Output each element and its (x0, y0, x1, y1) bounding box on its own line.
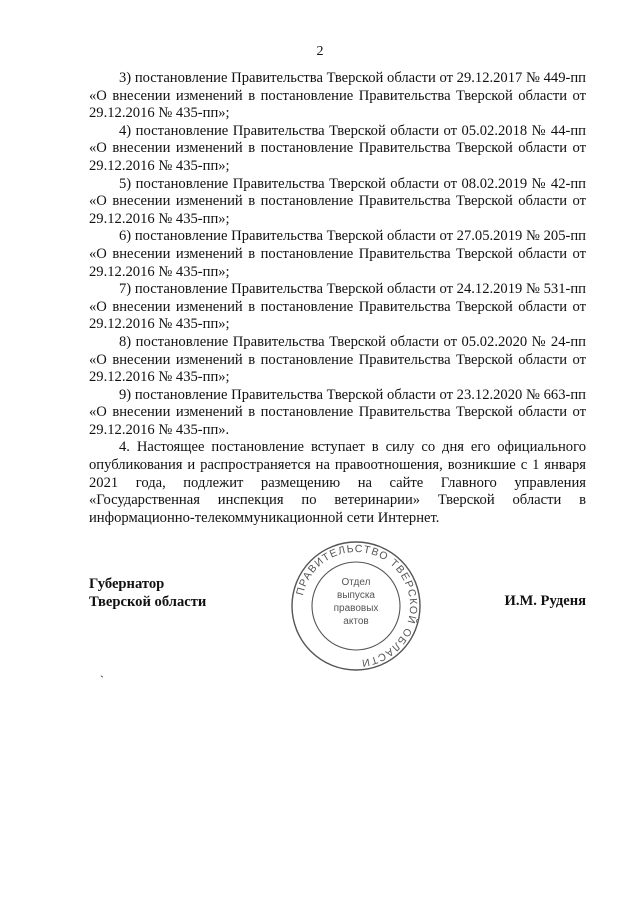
document-body (89, 70, 586, 527)
page-number: 2 (316, 44, 324, 59)
stamp-ring-text: ПРАВИТЕЛЬСТВО ТВЕРСКОЙ ОБЛАСТИ (294, 542, 420, 669)
list-item: 4) постановление Правительства Тверской области от 05.02.2018 № 44-пп «О внесении изменений в постановление Правительства Тверской области от 29.12.2016 № 435-пп»; (89, 122, 586, 174)
signature-title (89, 576, 206, 611)
stamp-center-line: Отдел (341, 577, 371, 588)
stamp-center-line: выпуска (337, 590, 375, 601)
signature-title-line: Тверской области (89, 593, 207, 610)
list-item: 8) постановление Правительства Тверской области от 05.02.2020 № 24-пп «О внесении изменений в постановление Правительства Тверской области от 29.12.2016 № 435-пп»; (89, 333, 586, 386)
list-item: 3) постановление Правительства Тверской области от 29.12.2017 № 449-пп «О внесении изменений в постановление Правительства Тверской области от 29.12.2016 № 435-пп»; (89, 70, 586, 122)
official-stamp (290, 540, 422, 672)
closing-paragraph: 4. Настоящее постановление вступает в силу со дня его официального опубликования и распространяется на правоотношения, возникшие с 1 января 2021 года, подлежит размещению на сайте Главного управления «Государственная инспекция по ветеринарии» Тверской области в информационно-телекоммуникационной сети Интернет. (89, 439, 586, 526)
stray-mark: ` (100, 673, 104, 687)
list-item: 9) постановление Правительства Тверской области от 23.12.2020 № 663-пп «О внесении изменений в постановление Правительства Тверской области от 29.12.2016 № 435-пп». (89, 386, 586, 438)
stamp-center-line: правовых (333, 603, 379, 614)
stamp-center-line: актов (343, 616, 369, 627)
list-item: 7) постановление Правительства Тверской области от 24.12.2019 № 531-пп «О внесении изменений в постановление Правительства Тверской области от 29.12.2016 № 435-пп»; (89, 281, 586, 333)
signature-title-line: Губернатор (89, 576, 165, 592)
signatory-name: И.М. Руденя (504, 593, 586, 609)
list-item: 5) постановление Правительства Тверской области от 08.02.2019 № 42-пп «О внесении изменений в постановление Правительства Тверской области от 29.12.2016 № 435-пп»; (89, 175, 586, 227)
list-item: 6) постановление Правительства Тверской области от 27.05.2019 № 205-пп «О внесении изменений в постановление Правительства Тверской области от 29.12.2016 № 435-пп»; (89, 228, 586, 280)
